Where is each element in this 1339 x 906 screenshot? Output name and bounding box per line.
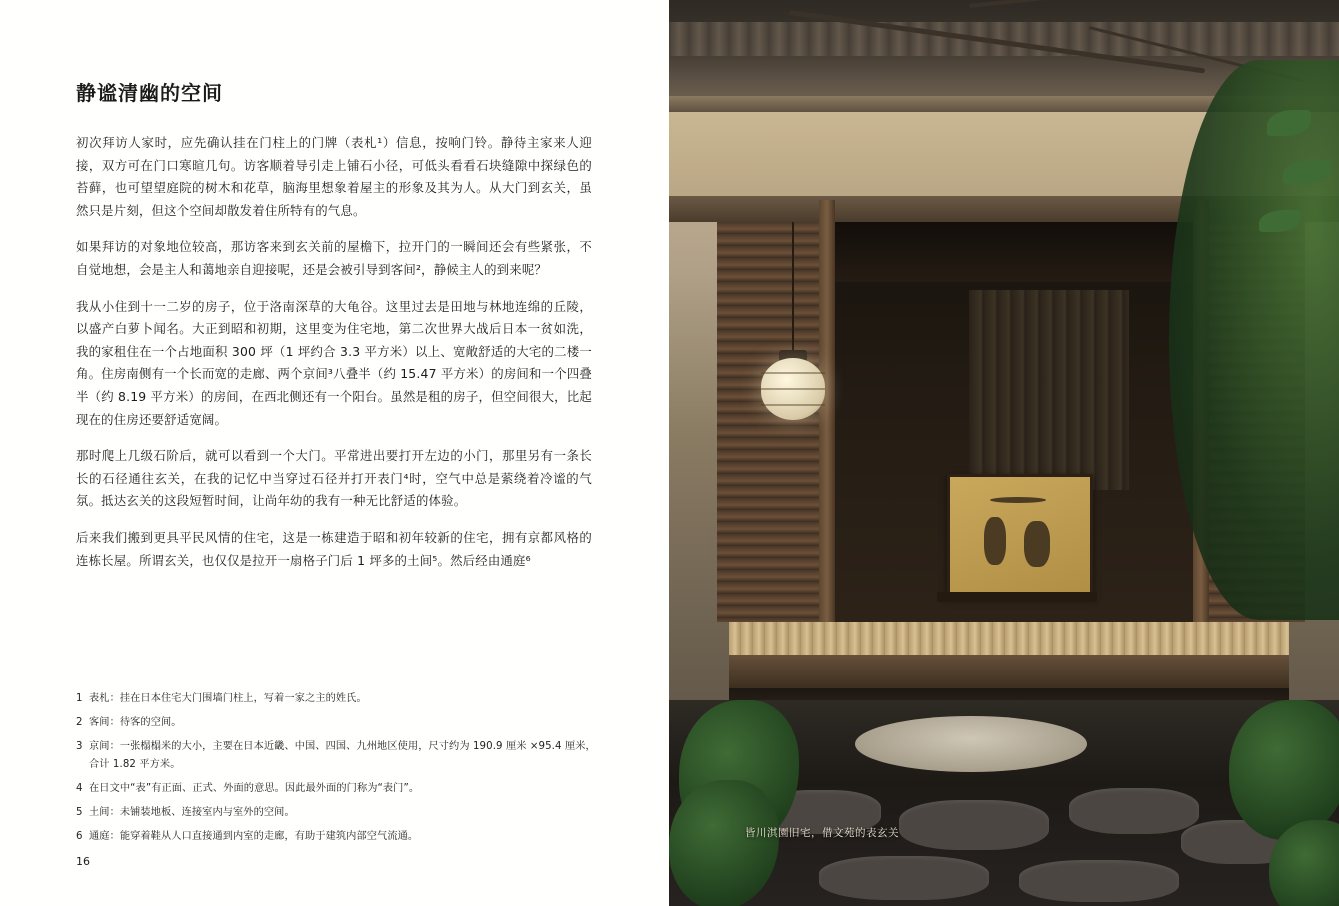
footnote-text: 客间：待客的空间。 bbox=[89, 717, 182, 728]
folding-screen-painting bbox=[947, 474, 1093, 598]
footnote-text: 在日文中“表”有正面、正式、外面的意思。因此最外面的门称为“表门”。 bbox=[89, 783, 420, 794]
stepping-stone bbox=[1069, 788, 1199, 834]
engawa-floor bbox=[729, 622, 1289, 658]
footnote-item bbox=[76, 738, 596, 774]
painted-figure bbox=[1024, 521, 1050, 567]
footnote-text: 土间：未铺装地板、连接室内与室外的空间。 bbox=[89, 807, 295, 818]
roof-tiles bbox=[669, 22, 1339, 56]
shrub-plant bbox=[1229, 700, 1339, 840]
footnote-item bbox=[76, 780, 596, 798]
screen-base bbox=[937, 592, 1097, 602]
photo-page bbox=[669, 0, 1339, 906]
wooden-slat-wall-left bbox=[717, 222, 833, 622]
garden-tree bbox=[1169, 60, 1339, 620]
footnote-text: 京间：一张榻榻米的大小，主要在日本近畿、中国、四国、九州地区使用，尺寸约为 190.9 厘米 ×95.4 厘米，合计 1.82 平方米。 bbox=[89, 741, 596, 770]
footnote-list bbox=[76, 690, 596, 852]
fern-plant bbox=[669, 780, 779, 906]
footnote-text: 表札：挂在日本住宅大门围墙门柱上，写着一家之主的姓氏。 bbox=[89, 693, 367, 704]
engawa-front-board bbox=[729, 655, 1289, 689]
footnote-item bbox=[76, 804, 596, 822]
footnote-text: 通庭：能穿着鞋从人口直接通到内室的走廊，有助于建筑内部空气流通。 bbox=[89, 831, 419, 842]
lantern-cord bbox=[792, 222, 794, 362]
photo-caption: 皆川淇園旧宅，借文苑的表玄关 bbox=[745, 827, 899, 839]
paragraph-3: 我从小住到十一二岁的房子，位于洛南深草的大龟谷。这里过去是田地与林地连绵的丘陵，以盛产白萝卜闻名。大正到昭和初期，这里变为住宅地，第二次世界大战后日本一贫如洗，我的家租住在一个占地面积 300 坪（1 坪约合 3.3 平方米）以上、宽敞舒适的大宅的二楼一角。住房南侧有一个长而宽的走廊、两个京间³八叠半（约 15.47 平方米）的房间和一个四叠半（约 8.19 平方米）的房间，在西北侧还有一个阳台。虽然是租的房子，但空间很大，比起现在的住房还要舒适宽阔。 bbox=[76, 298, 592, 427]
wooden-post bbox=[819, 200, 835, 630]
footnote-item bbox=[76, 828, 596, 846]
paragraph-5: 后来我们搬到更具平民风情的住宅，这是一栋建造于昭和初年较新的住宅，拥有京都风格的连栋长屋。所谓玄关，也仅仅是拉开一扇格子门后 1 坪多的土间⁵。然后经由通庭⁶ bbox=[76, 529, 592, 568]
shoji-screen bbox=[969, 290, 1129, 490]
lantern-band bbox=[761, 404, 825, 406]
stepping-stone bbox=[899, 800, 1049, 850]
painted-figure bbox=[984, 517, 1006, 565]
page-number: 16 bbox=[76, 855, 90, 868]
japanese-house-entrance-photo bbox=[669, 0, 1339, 906]
paragraph-4: 那时爬上几级石阶后，就可以看到一个大门。平常进出要打开左边的小门，那里另有一条长长的石径通往玄关，在我的记忆中当穿过石径并打开表门⁴时，空气中总是萦绕着冷谧的气氛。抵达玄关的这段短暂时间，让尚年幼的我有一种无比舒适的体验。 bbox=[76, 448, 592, 509]
footnote-number: 6 bbox=[76, 831, 83, 842]
interior-ceiling bbox=[831, 222, 1199, 282]
footnote-number: 1 bbox=[76, 693, 83, 704]
footnote-number: 5 bbox=[76, 807, 83, 818]
footnote-item bbox=[76, 714, 596, 732]
stepping-stone bbox=[819, 856, 989, 900]
footnote-number: 2 bbox=[76, 717, 83, 728]
text-page bbox=[0, 0, 669, 906]
stepping-stone bbox=[1019, 860, 1179, 902]
painted-parasol bbox=[990, 497, 1046, 503]
article-body bbox=[76, 80, 592, 586]
paragraph-2: 如果拜访的对象地位较高，那访客来到玄关前的屋檐下，拉开门的一瞬间还会有些紧张，不自觉地想，会是主人和蔼地亲自迎接呢，还是会被引导到客间²，静候主人的到来呢？ bbox=[76, 239, 592, 277]
page-title: 静谧清幽的空间 bbox=[76, 81, 223, 105]
footnote-number: 3 bbox=[76, 741, 83, 752]
gravel-mound bbox=[855, 716, 1087, 772]
lantern-band bbox=[761, 388, 825, 390]
footnote-item bbox=[76, 690, 596, 708]
paragraph-1: 初次拜访人家时，应先确认挂在门柱上的门牌（表札¹）信息，按响门铃。静待主家来人迎接，双方可在门口寒暄几句。访客顺着导引走上铺石小径，可低头看看石块缝隙中探绿色的苔藓，也可望望庭院的树木和花草，脑海里想象着屋主的形象及其为人。从大门到玄关，虽然只是片刻，但这个空间却散发着住所特有的气息。 bbox=[76, 135, 592, 218]
lantern-band bbox=[761, 372, 825, 374]
footnote-number: 4 bbox=[76, 783, 83, 794]
